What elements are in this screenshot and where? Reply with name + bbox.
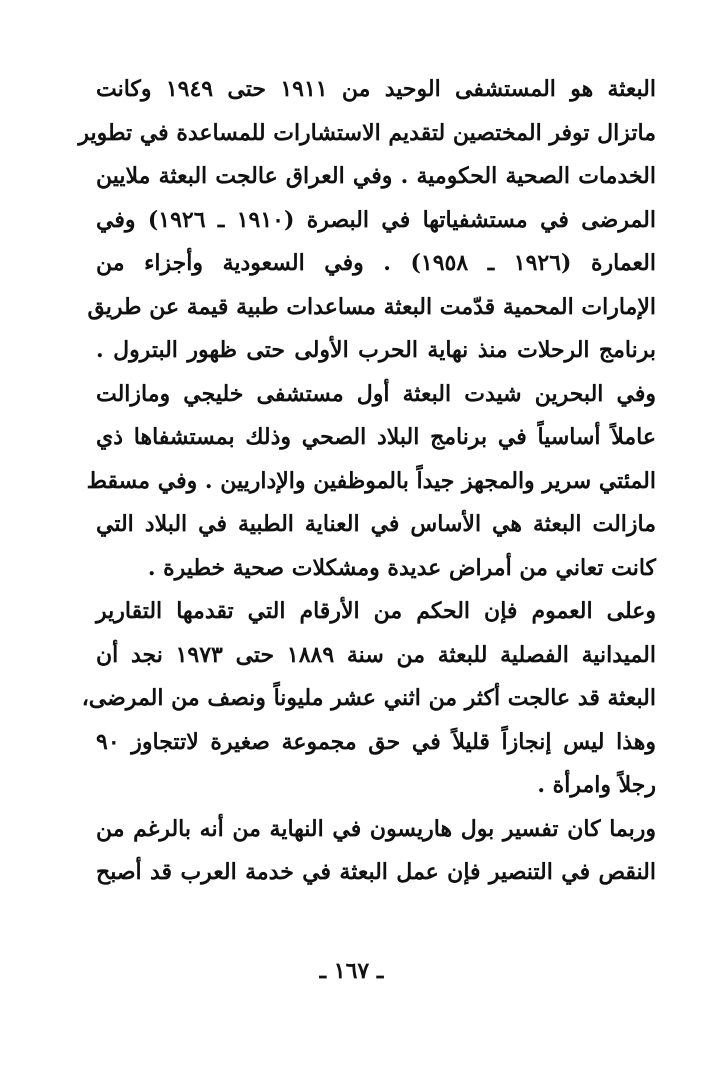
text-line-14: الميدانية الفصلية للبعثة من سنة ١٨٨٩ حتى ١٩٧٣ نجد أن: [96, 641, 656, 668]
text-line-15: البعثة قد عالجت أكثر من اثني عشر مليوناً ونصف من المرضى،: [81, 685, 656, 711]
text-line-10: المئتي سرير والمجهز جيداً بالموظفين والإداريين . وفي مسقط: [86, 467, 656, 494]
text-line-11: مازالت البعثة هي الأساس في العناية الطبية في البلاد التي: [96, 511, 656, 537]
text-line-8: وفي البحرين شيدت البعثة أول مستشفى خليجي ومازالت: [96, 380, 656, 407]
text-line-9: عاملاً أساسياً في برنامج البلاد الصحي وذلك بمستشفاها ذي: [96, 424, 656, 450]
text-line-5: العمارة (١٩٢٦ ـ ١٩٥٨) . وفي السعودية وأجزاء من: [96, 250, 656, 276]
page-number: ـ ١٦٧ ـ: [319, 958, 384, 984]
text-line-13: وعلى العموم فإن الحكم من الأرقام التي تقدمها التقارير: [96, 598, 656, 624]
text-line-6: الإمارات المحمية قدّمت البعثة مساعدات طبية قيمة عن طريق: [87, 293, 656, 320]
text-line-7: برنامج الرحلات منذ نهاية الحرب الأولى حتى ظهور البترول .: [96, 337, 656, 363]
text-line-2: ماتزال توفر المختصين لتقديم الاستشارات للمساعدة في تطوير: [78, 119, 656, 146]
text-line-18: وربما كان تفسير بول هاريسون في النهاية من أنه بالرغم من: [96, 815, 656, 842]
text-line-12: كانت تعاني من أمراض عديدة ومشكلات صحية خطيرة .: [147, 554, 656, 581]
text-line-17: رجلاً وامرأة .: [537, 772, 656, 798]
body-text: [78, 68, 656, 895]
text-line-16: وهذا ليس إنجازاً قليلاً في حق مجموعة صغيرة لاتتجاوز ٩٠: [96, 728, 656, 755]
text-line-3: الخدمات الصحية الحكومية . وفي العراق عالجت البعثة ملايين: [96, 163, 656, 189]
text-line-19: النقص في التنصير فإن عمل البعثة في خدمة العرب قد أصبح: [96, 859, 656, 885]
text-line-4: المرضى في مستشفياتها في البصرة (١٩١٠ ـ ١٩٢٦) وفي: [96, 206, 656, 233]
text-line-1: البعثة هو المستشفى الوحيد من ١٩١١ حتى ١٩٤٩ وكانت: [96, 76, 656, 102]
